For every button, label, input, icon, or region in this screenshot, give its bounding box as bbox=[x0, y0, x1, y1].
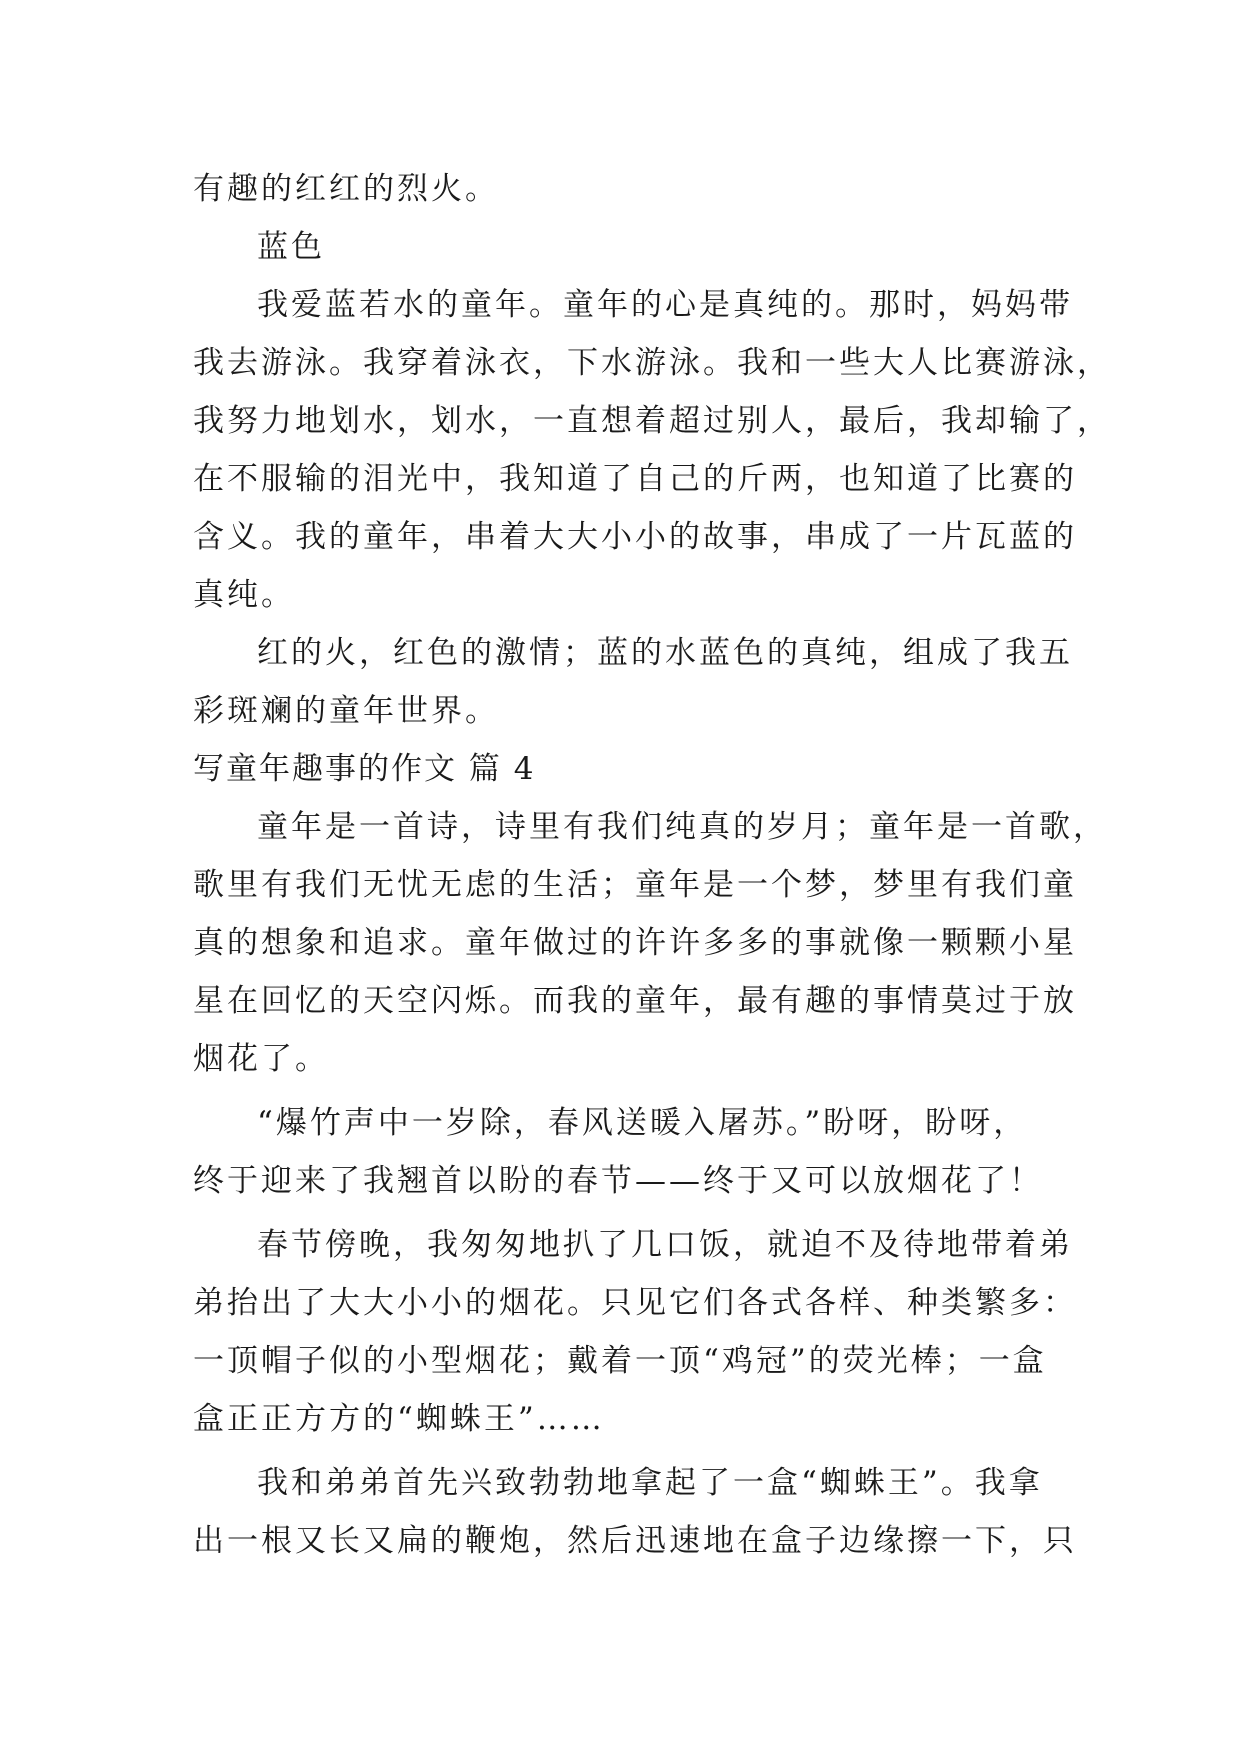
text-line: 真纯。 bbox=[193, 577, 295, 613]
text-line: 含义。我的童年，串着大大小小的故事，串成了一片瓦蓝的 bbox=[193, 519, 1077, 555]
text-line: 我和弟弟首先兴致勃勃地拿起了一盒“蜘蛛王”。我拿 bbox=[257, 1465, 1043, 1501]
text-line: 红的火，红色的激情；蓝的水蓝色的真纯，组成了我五 bbox=[257, 635, 1073, 671]
text-line: 一顶帽子似的小型烟花；戴着一顶“鸡冠”的荧光棒；一盒 bbox=[193, 1343, 1047, 1379]
text-line: 我努力地划水，划水，一直想着超过别人，最后，我却输了， bbox=[193, 403, 1111, 439]
text-line: 童年是一首诗，诗里有我们纯真的岁月；童年是一首歌， bbox=[257, 809, 1107, 845]
text-line: 烟花了。 bbox=[193, 1041, 329, 1077]
text-line: 真的想象和追求。童年做过的许许多多的事就像一颗颗小星 bbox=[193, 925, 1077, 961]
text-line: 在不服输的泪光中，我知道了自己的斤两，也知道了比赛的 bbox=[193, 461, 1077, 497]
text-line: 有趣的红红的烈火。 bbox=[193, 171, 499, 207]
text-line: 星在回忆的天空闪烁。而我的童年，最有趣的事情莫过于放 bbox=[193, 983, 1077, 1019]
text-line: 我去游泳。我穿着泳衣，下水游泳。我和一些大人比赛游泳， bbox=[193, 345, 1111, 381]
text-line: 春节傍晚，我匆匆地扒了几口饭，就迫不及待地带着弟 bbox=[257, 1227, 1073, 1263]
section-heading: 写童年趣事的作文 篇 4 bbox=[193, 751, 536, 787]
text-line: 终于迎来了我翘首以盼的春节——终于又可以放烟花了！ bbox=[193, 1163, 1043, 1199]
text-line: 我爱蓝若水的童年。童年的心是真纯的。那时，妈妈带 bbox=[257, 287, 1073, 323]
text-line: 歌里有我们无忧无虑的生活；童年是一个梦，梦里有我们童 bbox=[193, 867, 1077, 903]
section-subheading-blue: 蓝色 bbox=[257, 229, 325, 265]
text-line: 出一根又长又扁的鞭炮，然后迅速地在盒子边缘擦一下，只 bbox=[193, 1523, 1077, 1559]
text-line: 弟抬出了大大小小的烟花。只见它们各式各样、种类繁多： bbox=[193, 1285, 1077, 1321]
document-body bbox=[193, 160, 1111, 1570]
text-line: 盒正正方方的“蜘蛛王”…… bbox=[193, 1401, 605, 1437]
text-line: “爆竹声中一岁除，春风送暖入屠苏。”盼呀，盼呀， bbox=[257, 1105, 1028, 1141]
text-line: 彩斑斓的童年世界。 bbox=[193, 693, 499, 729]
